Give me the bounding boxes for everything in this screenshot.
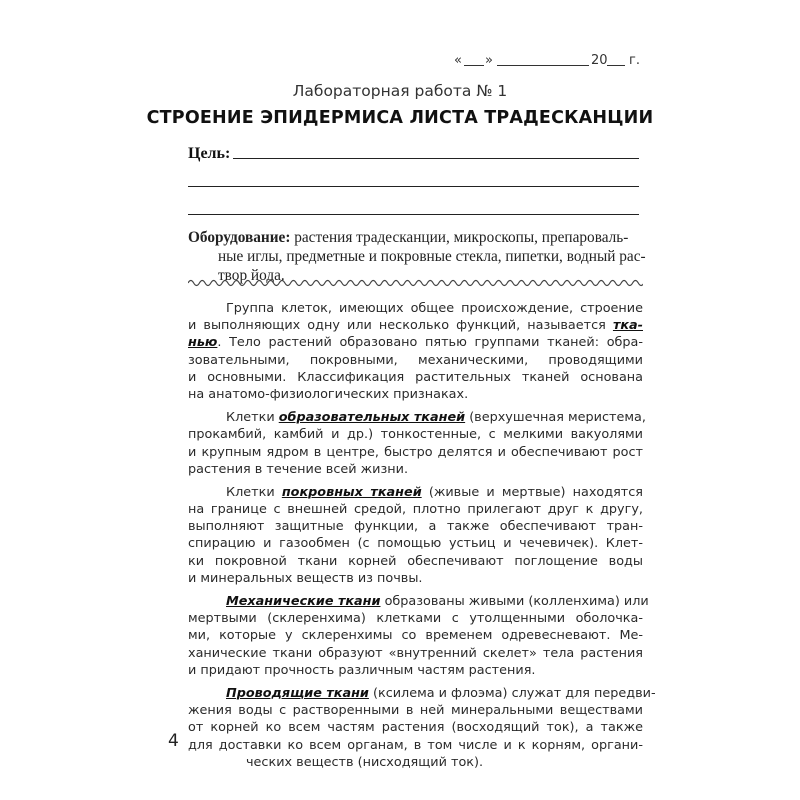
term-mechanical-tissue: Механические ткани [226,594,381,609]
equipment-line-3: твор йода. [218,267,285,284]
term-meristem-tissue: образовательных тканей [278,410,466,426]
body-text [188,300,656,777]
goal-answer-line-2[interactable] [188,186,639,187]
term-tissue-end: нью [188,335,218,351]
equipment-line-1: Оборудование: растения традесканции, микроскопы, препароваль- [188,229,629,246]
year-prefix: 20 [591,53,608,68]
paragraph-mechanical: Механические ткани образованы живыми (колленхима) или мертвыми (склеренхима) клетками с утолщенными оболочка- ми, которые у склеренхимы со временем одревесневают. Ме- ханические ткани образуют «внутренний скелет» тела растения и придают прочность различным частям растения. [188,594,649,678]
main-title: СТРОЕНИЕ ЭПИДЕРМИСА ЛИСТА ТРАДЕСКАНЦИИ [146,108,654,128]
term-vascular-tissue: Проводящие ткани [226,685,369,701]
term-dermal-tissue: покровных тканей [281,484,422,500]
goal-answer-line-3[interactable] [188,214,639,215]
goal-label: Цель: [188,145,231,162]
paragraph-tissues-intro: Группа клеток, имеющих общее происхождение, строение и выполняющих одну или несколько функций, называется тка- нью. Тело растений образовано пятью группами тканей: обра- зовательными, покровными, механическими, проводящими и основными. Классификация растительных тканей основана на анатомо-физиологических признаках. [188,301,643,402]
year-suffix: г. [629,53,640,68]
day-blank [464,51,484,66]
paragraph-meristem: Клетки образовательных тканей (верхушечная меристема, прокамбий, камбий и др.) тонкостенные, с мелкими вакуолями и крупным ядром в центре, быстро делятся и обеспечивают рост растения в течение всей жизни. [188,410,646,477]
equipment-line-2: ные иглы, предметные и покровные стекла, пипетки, водный рас- [218,248,646,265]
paragraph-dermal: Клетки покровных тканей (живые и мертвые) находятся на границе с внешней средой, плотно прилегают друг к другу, выполняют защитные функции, а также обеспечивают тран- спирацию и газообмен (с помощью устьиц и чечевичек). Клет- ки покровной ткани корней обеспечивают поглощение воды и минеральных веществ из почвы. [188,484,643,586]
paragraph-vascular: Проводящие ткани (ксилема и флоэма) служат для передви- жения воды с растворенными в ней минеральными веществами от корней ко всем частям растения (восходящий ток), а также для доставки ко всем органам, в том числе и к корням, органи- ческих веществ (нисходящий ток). [188,685,656,770]
date-line [0,51,800,71]
term-tissue: тка- [612,318,643,334]
year-blank [607,51,625,66]
date-open-quote: « [454,53,462,68]
lab-title: Лабораторная работа № 1 [292,82,508,100]
goal-answer-line-1[interactable] [233,158,639,159]
equipment-label: Оборудование: [188,229,291,246]
wavy-divider [188,277,643,289]
month-blank [497,51,589,66]
date-close-quote: » [485,53,493,68]
page-number: 4 [168,731,179,751]
